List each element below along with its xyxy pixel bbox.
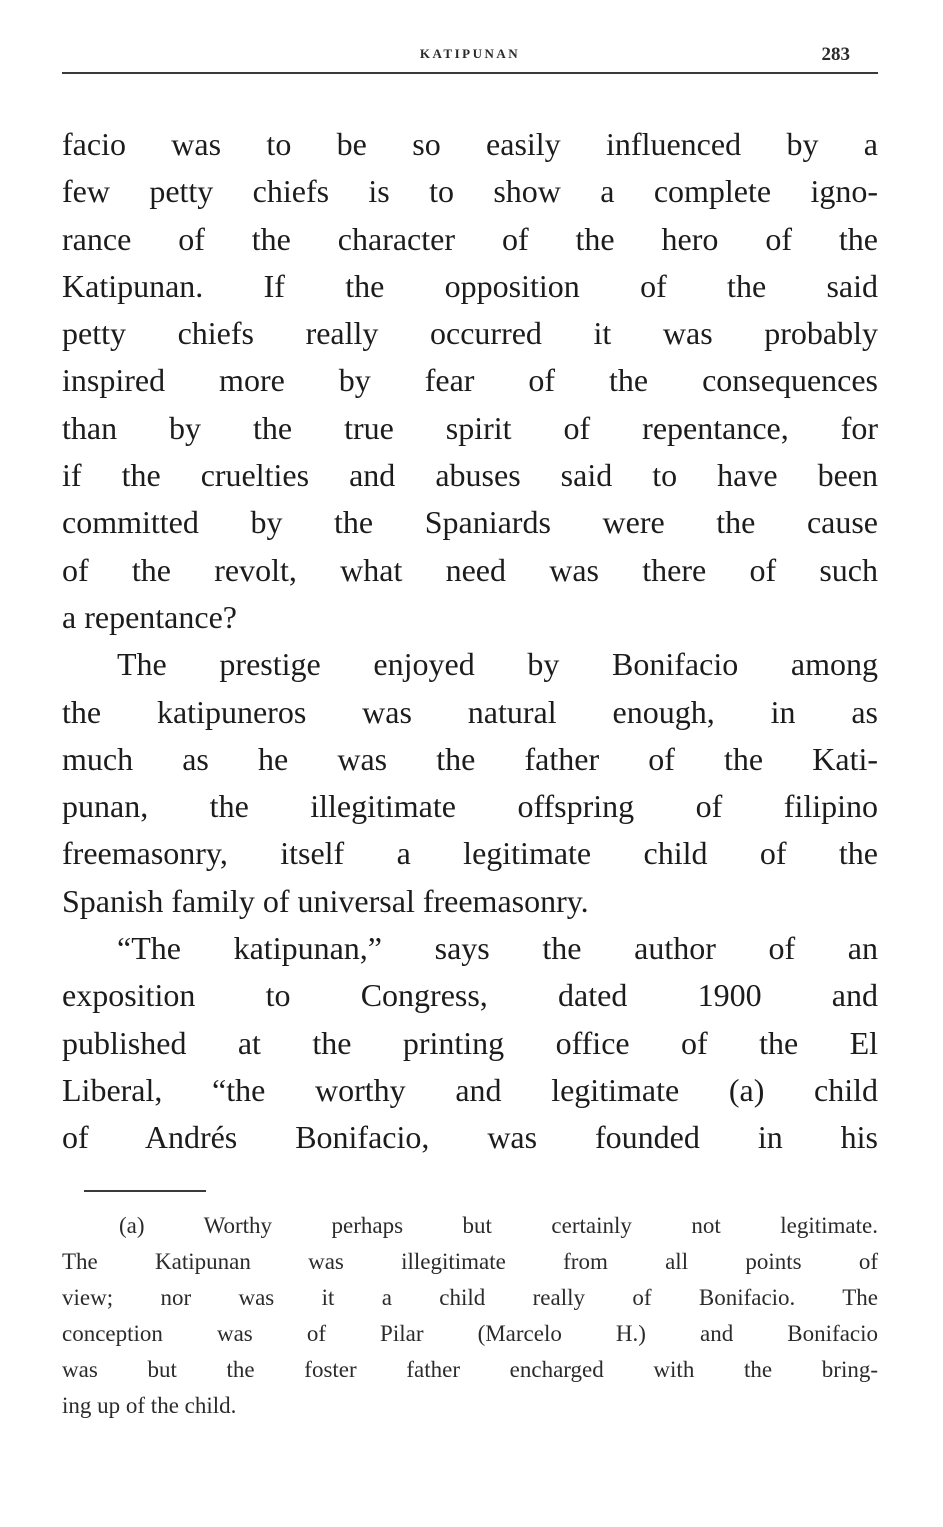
text-line: committed by the Spaniards were the cause	[62, 504, 878, 541]
footnote-line: The Katipunan was illegitimate from all points of	[62, 1249, 878, 1274]
footnote-line: view; nor was it a child really of Bonifacio. The	[62, 1285, 878, 1310]
text-line: freemasonry, itself a legitimate child of the	[62, 835, 878, 872]
header-rule	[62, 72, 878, 74]
text-line: The prestige enjoyed by Bonifacio among	[117, 646, 878, 683]
page-number: 283	[821, 44, 850, 65]
text-line: if the cruelties and abuses said to have been	[62, 457, 878, 494]
text-line: Katipunan. If the opposition of the said	[62, 267, 878, 304]
footnote-line: ing up of the child.	[62, 1393, 237, 1418]
text-line: a repentance?	[62, 598, 237, 635]
text-line: of the revolt, what need was there of such	[62, 551, 878, 588]
footnote	[62, 1208, 878, 1424]
main-text	[62, 121, 878, 1162]
text-line: facio was to be so easily influenced by a	[62, 126, 878, 162]
text-line: few petty chiefs is to show a complete igno-	[62, 173, 878, 210]
text-line: the katipuneros was natural enough, in as	[62, 693, 878, 730]
footnote-line: was but the foster father encharged with the bring-	[62, 1357, 878, 1382]
text-line: Liberal, “the worthy and legitimate (a) child	[62, 1071, 878, 1108]
text-line: exposition to Congress, dated 1900 and	[62, 977, 878, 1014]
text-line: published at the printing office of the El	[62, 1024, 878, 1061]
text-line: petty chiefs really occurred it was probably	[62, 315, 878, 352]
footnote-line: conception was of Pilar (Marcelo H.) and Bonifacio	[62, 1321, 878, 1346]
footnote-rule	[84, 1190, 206, 1192]
text-line: much as he was the father of the Kati-	[62, 740, 878, 777]
text-line: than by the true spirit of repentance, for	[62, 409, 878, 446]
text-line: “The katipunan,” says the author of an	[117, 930, 878, 967]
text-line: inspired more by fear of the consequences	[62, 362, 878, 399]
running-head	[62, 40, 878, 80]
text-line: Spanish family of universal freemasonry.	[62, 882, 589, 919]
footnote-line: (a) Worthy perhaps but certainly not legitimate.	[119, 1213, 878, 1238]
text-line: rance of the character of the hero of the	[62, 220, 878, 257]
text-line: of Andrés Bonifacio, was founded in his	[62, 1119, 878, 1156]
text-line: punan, the illegitimate offspring of filipino	[62, 788, 878, 825]
running-title: KATIPUNAN	[419, 46, 521, 61]
